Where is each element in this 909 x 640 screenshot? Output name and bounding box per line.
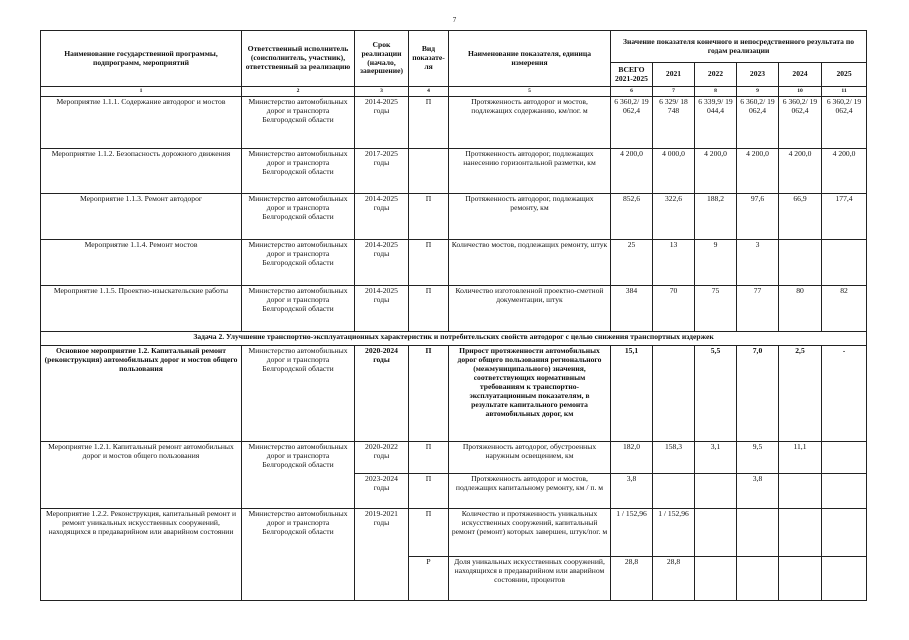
- row-executor: Министерство автомобильных дорог и транспорта Белгородской области: [242, 194, 355, 240]
- row-2021: 28,8: [653, 557, 695, 601]
- row-indicator: Протяженность автодорог, подлежащих нанесению горизонтальной разметки, км: [449, 149, 611, 194]
- column-number: 2: [242, 87, 355, 97]
- row-name: Мероприятие 1.1.3. Ремонт автодорог: [41, 194, 242, 240]
- row-total: 6 360,2/ 19 062,4: [611, 97, 653, 149]
- row-2025: 4 200,0: [822, 149, 867, 194]
- row-type: П: [409, 509, 449, 557]
- header-total: ВСЕГО 2021-2025: [611, 63, 653, 87]
- header-executor: Ответственный исполнитель (соисполнитель, участник), ответственный за реализацию: [242, 31, 355, 87]
- row-2024: 4 200,0: [779, 149, 822, 194]
- row-2023: 97,6: [737, 194, 779, 240]
- row-2021: 322,6: [653, 194, 695, 240]
- row-executor: Министерство автомобильных дорог и транспорта Белгородской области: [242, 240, 355, 286]
- row-term: 2017-2025 годы: [355, 149, 409, 194]
- row-2025: [822, 509, 867, 557]
- row-type: П: [409, 240, 449, 286]
- row-2023: 4 200,0: [737, 149, 779, 194]
- row-total: 852,6: [611, 194, 653, 240]
- row-total: 3,8: [611, 474, 653, 509]
- header-term: Срок реализации (начало, завершение): [355, 31, 409, 87]
- row-executor: Министерство автомобильных дорог и транспорта Белгородской области: [242, 442, 355, 509]
- row-executor: Министерство автомобильных дорог и транспорта Белгородской области: [242, 346, 355, 442]
- column-number: 3: [355, 87, 409, 97]
- column-number: 7: [653, 87, 695, 97]
- column-number: 1: [41, 87, 242, 97]
- page-number: 7: [452, 16, 457, 24]
- header-indicator-type: Вид показате-ля: [409, 31, 449, 87]
- row-2025: -: [822, 346, 867, 442]
- row-indicator: Количество изготовленной проектно-сметной документации, штук: [449, 286, 611, 332]
- row-2025: 6 360,2/ 19 062,4: [822, 97, 867, 149]
- row-2021: [653, 474, 695, 509]
- column-number: 8: [695, 87, 737, 97]
- row-name: Мероприятие 1.1.5. Проектно-изыскательские работы: [41, 286, 242, 332]
- row-indicator: Протяженность автодорог и мостов, подлежащих капитальному ремонту, км / п. м: [449, 474, 611, 509]
- row-executor: Министерство автомобильных дорог и транспорта Белгородской области: [242, 286, 355, 332]
- column-number: 6: [611, 87, 653, 97]
- row-2022: 4 200,0: [695, 149, 737, 194]
- row-2024: [779, 509, 822, 557]
- table-row: [41, 442, 867, 474]
- row-2023: 7,0: [737, 346, 779, 442]
- row-total: 384: [611, 286, 653, 332]
- row-total: 1 / 152,96: [611, 509, 653, 557]
- row-2025: [822, 442, 867, 474]
- row-executor: Министерство автомобильных дорог и транспорта Белгородской области: [242, 149, 355, 194]
- row-total: 28,8: [611, 557, 653, 601]
- row-indicator: Протяженность автодорог и мостов, подлежащих содержанию, км/пог. м: [449, 97, 611, 149]
- row-2022: 3,1: [695, 442, 737, 474]
- row-2021: 4 000,0: [653, 149, 695, 194]
- row-2024: [779, 240, 822, 286]
- row-indicator: Количество и протяженность уникальных искусственных сооружений, капитальный ремонт (ремонт) которых завершен, штук/пог. м: [449, 509, 611, 557]
- row-executor: Министерство автомобильных дорог и транспорта Белгородской области: [242, 97, 355, 149]
- header-name: Наименование государственной программы, подпрограмм, мероприятий: [41, 31, 242, 87]
- row-2021: [653, 346, 695, 442]
- indicators-table: [40, 30, 867, 601]
- row-2024: 11,1: [779, 442, 822, 474]
- row-name: Мероприятие 1.1.4. Ремонт мостов: [41, 240, 242, 286]
- row-2024: 80: [779, 286, 822, 332]
- header-values-group: Значение показателя конечного и непосредственного результата по годам реализации: [611, 31, 867, 63]
- row-2025: [822, 240, 867, 286]
- row-term: 2020-2024 годы: [355, 346, 409, 442]
- column-number: 10: [779, 87, 822, 97]
- column-number: 9: [737, 87, 779, 97]
- row-term: 2019-2021 годы: [355, 509, 409, 601]
- header-indicator-name: Наименование показателя, единица измерения: [449, 31, 611, 87]
- header-2024: 2024: [779, 63, 822, 87]
- row-term: 2014-2025 годы: [355, 194, 409, 240]
- table-row: [41, 346, 867, 442]
- row-indicator: Доля уникальных искусственных сооружений, находящихся в предаварийном или аварийном состоянии, процентов: [449, 557, 611, 601]
- row-2022: [695, 557, 737, 601]
- column-number-row: [41, 87, 867, 97]
- row-type: [409, 149, 449, 194]
- row-term: 2014-2025 годы: [355, 286, 409, 332]
- header-2022: 2022: [695, 63, 737, 87]
- column-number: 11: [822, 87, 867, 97]
- row-indicator: Прирост протяженности автомобильных дорог общего пользования регионального (межмуниципального) значения, соответствующих нормативным требованиям к транспортно-эксплуатационным показателям, в результате капитального ремонта автомобильных дорог, км: [449, 346, 611, 442]
- header-2021: 2021: [653, 63, 695, 87]
- row-2022: 5,5: [695, 346, 737, 442]
- table-row: [41, 149, 867, 194]
- table-row: [41, 97, 867, 149]
- column-number: 5: [449, 87, 611, 97]
- row-type: П: [409, 194, 449, 240]
- row-2022: [695, 509, 737, 557]
- row-name: Мероприятие 1.2.2. Реконструкция, капитальный ремонт и ремонт уникальных искусственных сооружений, находящихся в предаварийном или аварийном состоянии: [41, 509, 242, 601]
- row-term: 2014-2025 годы: [355, 97, 409, 149]
- row-2022: [695, 474, 737, 509]
- table-row: [41, 240, 867, 286]
- row-2023: 9,5: [737, 442, 779, 474]
- row-2023: 3,8: [737, 474, 779, 509]
- row-2025: [822, 474, 867, 509]
- row-2023: [737, 509, 779, 557]
- row-2024: [779, 557, 822, 601]
- row-indicator: Протяженность автодорог, подлежащих ремонту, км: [449, 194, 611, 240]
- row-name: Мероприятие 1.2.1. Капитальный ремонт автомобильных дорог и мостов общего пользования: [41, 442, 242, 509]
- row-2024: [779, 474, 822, 509]
- row-2021: 1 / 152,96: [653, 509, 695, 557]
- column-number: 4: [409, 87, 449, 97]
- row-2021: 70: [653, 286, 695, 332]
- row-term: 2023-2024 годы: [355, 474, 409, 509]
- row-type: П: [409, 474, 449, 509]
- row-total: 25: [611, 240, 653, 286]
- row-executor: Министерство автомобильных дорог и транспорта Белгородской области: [242, 509, 355, 601]
- row-2023: 77: [737, 286, 779, 332]
- task-row: [41, 332, 867, 346]
- row-2021: 13: [653, 240, 695, 286]
- row-type: Р: [409, 557, 449, 601]
- row-indicator: Протяженность автодорог, обустроенных наружным освещением, км: [449, 442, 611, 474]
- row-indicator: Количество мостов, подлежащих ремонту, штук: [449, 240, 611, 286]
- row-total: 4 200,0: [611, 149, 653, 194]
- row-2022: 188,2: [695, 194, 737, 240]
- table-row: [41, 286, 867, 332]
- row-2023: [737, 557, 779, 601]
- row-2021: 6 329/ 18 748: [653, 97, 695, 149]
- row-2021: 158,3: [653, 442, 695, 474]
- row-type: П: [409, 442, 449, 474]
- row-2025: 82: [822, 286, 867, 332]
- row-name: Основное мероприятие 1.2. Капитальный ремонт (реконструкция) автомобильных дорог и мостов общего пользования: [41, 346, 242, 442]
- row-2025: 177,4: [822, 194, 867, 240]
- row-2023: 3: [737, 240, 779, 286]
- row-2024: 66,9: [779, 194, 822, 240]
- row-term: 2014-2025 годы: [355, 240, 409, 286]
- row-2025: [822, 557, 867, 601]
- task-title: Задача 2. Улучшение транспортно-эксплуатационных характеристик и потребительских свойств автодорог с целью снижения транспортных издержек: [41, 332, 867, 346]
- row-term: 2020-2022 годы: [355, 442, 409, 474]
- header-2025: 2025: [822, 63, 867, 87]
- row-total: 182,0: [611, 442, 653, 474]
- row-2023: 6 360,2/ 19 062,4: [737, 97, 779, 149]
- table-row: [41, 509, 867, 557]
- row-2022: 9: [695, 240, 737, 286]
- row-type: П: [409, 346, 449, 442]
- row-name: Мероприятие 1.1.1. Содержание автодорог и мостов: [41, 97, 242, 149]
- row-2024: 2,5: [779, 346, 822, 442]
- row-type: П: [409, 97, 449, 149]
- row-2022: 6 339,9/ 19 044,4: [695, 97, 737, 149]
- row-total: 15,1: [611, 346, 653, 442]
- header-2023: 2023: [737, 63, 779, 87]
- row-2022: 75: [695, 286, 737, 332]
- table-row: [41, 194, 867, 240]
- row-type: П: [409, 286, 449, 332]
- row-2024: 6 360,2/ 19 062,4: [779, 97, 822, 149]
- row-name: Мероприятие 1.1.2. Безопасность дорожного движения: [41, 149, 242, 194]
